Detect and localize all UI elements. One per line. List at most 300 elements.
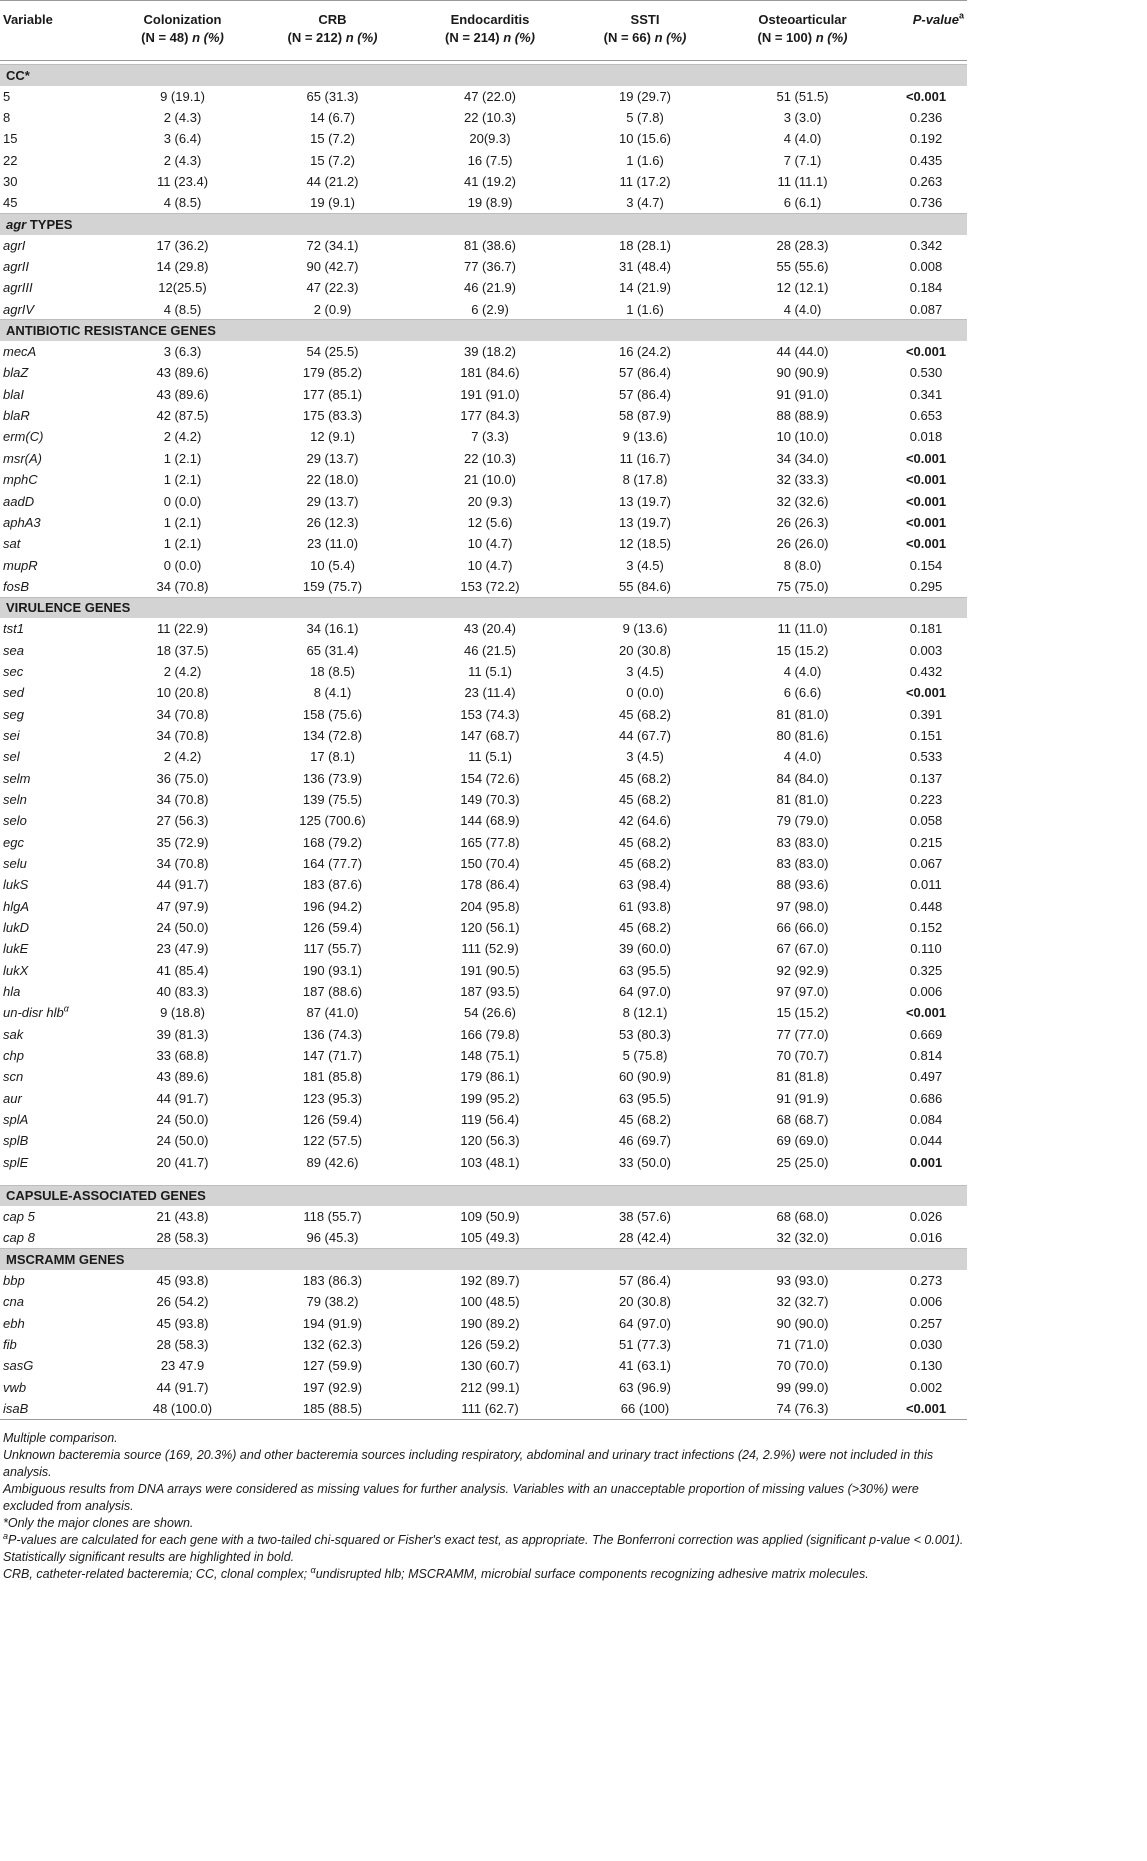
cell-pvalue: 0.669 <box>909 1026 943 1042</box>
table-row <box>0 1066 967 1087</box>
cell-ssti: 45 (68.2) <box>618 791 672 807</box>
cell-ssti: 58 (87.9) <box>618 408 672 424</box>
cell-pvalue: 0.006 <box>909 1294 943 1310</box>
cell-osteoarticular: 74 (76.3) <box>720 1398 885 1419</box>
table-row <box>0 1130 967 1151</box>
cell-endocarditis: 166 (79.8) <box>460 1026 520 1042</box>
row-variable-text: chp <box>3 1048 24 1064</box>
cell-colonization: 23 47.9 <box>160 1358 205 1374</box>
cell-pvalue: 0.273 <box>909 1272 943 1288</box>
row-variable-text: splB <box>3 1133 29 1149</box>
cell-pvalue: 0.341 <box>909 386 943 402</box>
cell-crb: 185 (88.5) <box>255 1398 410 1419</box>
row-variable-text: bbp <box>3 1272 25 1288</box>
cell-colonization: 44 (91.7) <box>156 1379 209 1395</box>
cell-crb: 47 (22.3) <box>306 280 359 296</box>
header-colonization <box>110 1 255 61</box>
cell-colonization: 12(25.5) <box>158 280 207 296</box>
cell-colonization: 2 (4.3) <box>163 152 202 168</box>
cell-endocarditis: 22 (10.3) <box>463 450 517 466</box>
section-title-text: CC* <box>6 67 30 83</box>
table-row <box>0 1376 967 1397</box>
cell-ssti: 66 (100) <box>570 1398 720 1419</box>
cell-ssti: 28 (42.4) <box>618 1230 672 1246</box>
row-variable-text: selu <box>3 856 27 872</box>
cell-crb: 123 (95.3) <box>302 1090 363 1106</box>
cell-ssti: 63 (98.4) <box>618 877 672 893</box>
cell-endocarditis: 22 (10.3) <box>463 110 517 126</box>
cell-colonization: 11 (23.4) <box>156 174 209 190</box>
table-row <box>0 341 967 362</box>
row-variable <box>0 810 110 831</box>
cell-endocarditis: 43 (20.4) <box>463 621 517 637</box>
cell-endocarditis: 41 (19.2) <box>463 174 517 190</box>
cell-colonization: 45 (93.8) <box>156 1272 209 1288</box>
cell-endocarditis: 10 (4.7) <box>467 536 513 552</box>
row-variable <box>0 150 110 171</box>
cell-pvalue: 0.152 <box>909 920 943 936</box>
cell-ssti: 57 (86.4) <box>618 386 672 402</box>
cell-pvalue: 0.215 <box>909 834 943 850</box>
row-variable <box>0 938 110 959</box>
cell-ssti: 64 (97.0) <box>618 984 672 1000</box>
cell-ssti: 61 (93.8) <box>618 898 672 914</box>
cell-crb: 194 (91.9) <box>302 1315 363 1331</box>
row-variable <box>0 426 110 447</box>
cell-crb: 44 (21.2) <box>306 174 359 190</box>
row-variable-text: sea <box>3 642 24 658</box>
cell-pvalue: 0.184 <box>909 280 943 296</box>
cell-crb: 158 (75.6) <box>302 706 363 722</box>
cell-endocarditis: 54 (26.6) <box>463 1005 517 1021</box>
table-row <box>0 426 967 447</box>
cell-colonization: 44 (91.7) <box>156 877 209 893</box>
header-crb-n: (N = 212) <box>287 30 343 45</box>
section-header <box>0 1185 967 1206</box>
footnote-pvalues <box>3 1532 965 1566</box>
header-variable: Variable <box>3 12 53 27</box>
table-row <box>0 746 967 767</box>
section-header <box>0 597 967 618</box>
cell-colonization: 0 (0.0) <box>163 493 202 509</box>
cell-pvalue: <0.001 <box>905 536 947 552</box>
header-ssti-n: (N = 66) <box>603 30 651 45</box>
cell-endocarditis: 46 (21.9) <box>463 280 517 296</box>
cell-pvalue: 0.533 <box>909 749 943 765</box>
row-variable-text: lukX <box>3 962 29 978</box>
cell-crb: 19 (9.1) <box>310 195 355 211</box>
cell-crb: 22 (18.0) <box>306 472 359 488</box>
cell-ssti: 8 (12.1) <box>622 1005 668 1021</box>
table-row <box>0 1152 967 1173</box>
cell-crb: 17 (8.1) <box>310 749 355 765</box>
cell-pvalue: 0.263 <box>909 174 943 190</box>
cell-osteoarticular: 70 (70.7) <box>776 1048 829 1064</box>
table-row <box>0 512 967 533</box>
row-variable-text: agrIV <box>3 301 35 317</box>
cell-ssti: 42 (64.6) <box>618 813 672 829</box>
table-row <box>0 490 967 511</box>
row-variable-text: lukD <box>3 920 30 936</box>
table-row <box>0 1291 967 1312</box>
cell-crb: 168 (79.2) <box>302 834 363 850</box>
row-variable-text: tst1 <box>3 621 24 637</box>
row-variable <box>0 107 110 128</box>
section-title-text: VIRULENCE GENES <box>6 600 131 616</box>
table-footnotes <box>3 1430 965 1583</box>
table-row <box>0 576 967 597</box>
cell-crb: 118 (55.7) <box>303 1209 362 1225</box>
cell-colonization: 2 (4.2) <box>163 663 202 679</box>
cell-endocarditis: 19 (8.9) <box>467 195 513 211</box>
cell-colonization: 17 (36.2) <box>156 237 209 253</box>
cell-pvalue: 0.058 <box>909 813 943 829</box>
table-row <box>0 299 967 320</box>
cell-colonization: 9 (19.1) <box>160 88 205 104</box>
section-title <box>0 65 967 86</box>
row-variable <box>0 981 110 1002</box>
cell-crb: 126 (59.4) <box>302 920 363 936</box>
cell-ssti: 45 (68.2) <box>618 920 672 936</box>
cell-endocarditis: 16 (7.5) <box>467 152 513 168</box>
cell-colonization: 1 (2.1) <box>163 450 202 466</box>
cell-ssti: 8 (17.8) <box>622 472 668 488</box>
row-variable <box>0 490 110 511</box>
cell-crb: 90 (42.7) <box>306 259 359 275</box>
cell-colonization: 34 (70.8) <box>156 791 209 807</box>
row-variable-text: aadD <box>3 493 35 509</box>
cell-ssti: 45 (68.2) <box>618 834 672 850</box>
table-row <box>0 1398 967 1419</box>
cell-crb: 89 (42.6) <box>306 1154 359 1170</box>
cell-endocarditis: 77 (36.7) <box>463 259 517 275</box>
row-variable <box>0 299 110 320</box>
cell-colonization: 39 (81.3) <box>156 1026 209 1042</box>
cell-crb: 12 (9.1) <box>310 429 355 445</box>
cell-osteoarticular: 8 (8.0) <box>783 557 822 573</box>
table-row <box>0 767 967 788</box>
cell-osteoarticular: 3 (3.0) <box>783 110 822 126</box>
cell-ssti: 1 (1.6) <box>626 152 664 168</box>
cell-pvalue: 0.814 <box>909 1048 943 1064</box>
table-row <box>0 853 967 874</box>
cell-colonization: 21 (43.8) <box>156 1209 209 1225</box>
row-variable <box>0 960 110 981</box>
cell-colonization: 24 (50.0) <box>156 920 209 936</box>
cell-colonization: 43 (89.6) <box>156 1069 209 1085</box>
row-variable-text: splE <box>3 1154 29 1170</box>
row-variable <box>0 1376 110 1397</box>
footnote-abbrev-b: undisrupted hlb; MSCRAMM, microbial surface components recognizing adhesive matrix molecules. <box>315 1567 869 1581</box>
table-row <box>0 150 967 171</box>
cell-crb: 187 (88.6) <box>302 984 363 1000</box>
cell-colonization: 4 (8.5) <box>163 301 202 317</box>
cell-osteoarticular: 93 (93.0) <box>776 1272 829 1288</box>
footnote-abbrev-a: CRB, catheter-related bacteremia; CC, clonal complex; <box>3 1567 311 1581</box>
table-row <box>0 832 967 853</box>
cell-pvalue: 0.130 <box>909 1358 943 1374</box>
cell-osteoarticular: 88 (93.6) <box>776 877 829 893</box>
row-variable-text: lukE <box>3 941 29 957</box>
cell-osteoarticular: 15 (15.2) <box>776 1005 829 1021</box>
cell-osteoarticular: 28 (28.3) <box>776 237 829 253</box>
cell-ssti: 45 (68.2) <box>618 856 672 872</box>
cell-pvalue: 0.002 <box>909 1379 943 1395</box>
cell-pvalue: 0.497 <box>909 1069 943 1085</box>
cell-pvalue: 0.151 <box>909 727 943 743</box>
row-variable-sup: α <box>63 1004 69 1015</box>
cell-colonization: 2 (4.3) <box>163 110 202 126</box>
cell-pvalue: 0.084 <box>909 1112 943 1128</box>
table-row <box>0 405 967 426</box>
cell-colonization: 44 (91.7) <box>156 1090 209 1106</box>
cell-colonization: 24 (50.0) <box>156 1112 209 1128</box>
row-variable <box>0 1045 110 1066</box>
cell-ssti: 55 (84.6) <box>618 578 672 594</box>
row-variable-text: seln <box>3 791 27 807</box>
table-row <box>0 938 967 959</box>
cell-endocarditis: 39 (18.2) <box>463 344 517 360</box>
table-row <box>0 171 967 192</box>
cell-colonization: 43 (89.6) <box>156 365 209 381</box>
cell-crb: 183 (87.6) <box>302 877 363 893</box>
table-row <box>0 661 967 682</box>
row-variable <box>0 896 110 917</box>
cell-colonization: 42 (87.5) <box>156 408 209 424</box>
cell-osteoarticular: 7 (7.1) <box>783 152 822 168</box>
cell-osteoarticular: 4 (4.0) <box>783 749 822 765</box>
row-variable <box>0 128 110 149</box>
table-row <box>0 1206 967 1227</box>
header-colonization-name: Colonization <box>143 12 222 27</box>
row-variable <box>0 874 110 895</box>
cell-osteoarticular: 55 (55.6) <box>776 259 829 275</box>
cell-pvalue: 0.223 <box>909 791 943 807</box>
cell-endocarditis: 120 (56.3) <box>460 1133 520 1149</box>
cell-endocarditis: 192 (89.7) <box>460 1272 520 1288</box>
cell-pvalue: <0.001 <box>905 450 947 466</box>
table-row <box>0 1109 967 1130</box>
cell-osteoarticular: 91 (91.9) <box>776 1090 829 1106</box>
cell-colonization: 1 (2.1) <box>163 536 202 552</box>
cell-endocarditis: 7 (3.3) <box>471 429 509 445</box>
cell-pvalue: 0.257 <box>909 1315 943 1331</box>
cell-colonization: 1 (2.1) <box>163 472 202 488</box>
cell-colonization: 34 (70.8) <box>156 727 209 743</box>
cell-colonization: 47 (97.9) <box>156 898 209 914</box>
cell-endocarditis: 21 (10.0) <box>463 472 517 488</box>
cell-osteoarticular: 90 (90.9) <box>776 365 829 381</box>
table-row <box>0 874 967 895</box>
cell-osteoarticular: 67 (67.0) <box>776 941 829 957</box>
row-variable <box>0 192 110 213</box>
cell-crb: 26 (12.3) <box>306 514 359 530</box>
cell-osteoarticular: 97 (97.0) <box>776 984 829 1000</box>
cell-pvalue: 0.018 <box>909 429 943 445</box>
row-variable-text: sasG <box>3 1358 34 1374</box>
cell-colonization: 35 (72.9) <box>156 834 209 850</box>
cell-endocarditis: 153 (74.3) <box>460 706 520 722</box>
row-variable <box>0 746 110 767</box>
cell-endocarditis: 147 (68.7) <box>460 727 520 743</box>
table-row <box>0 448 967 469</box>
section-title-text: TYPES <box>26 216 73 232</box>
cell-osteoarticular: 32 (32.0) <box>776 1230 829 1246</box>
cell-crb: 14 (6.7) <box>310 110 355 126</box>
row-variable <box>0 1227 110 1248</box>
cell-endocarditis: 178 (86.4) <box>460 877 520 893</box>
cell-endocarditis: 154 (72.6) <box>460 770 520 786</box>
cell-endocarditis: 120 (56.1) <box>460 920 520 936</box>
cell-colonization: 34 (70.8) <box>156 856 209 872</box>
cell-ssti: 1 (1.6) <box>626 301 664 317</box>
footnote-pvalues-text: P-values are calculated for each gene with a two-tailed chi-squared or Fisher's exact test, as appropriate. The Bonferroni correction was applied (significant p-value < 0.001). Statistically significant results are highlighted in bold. <box>3 1533 964 1564</box>
header-colonization-n: (N = 48) <box>141 30 189 45</box>
footnote-pvalues-sup: a <box>3 1530 9 1541</box>
row-variable <box>0 1152 110 1173</box>
cell-crb: 177 (85.1) <box>302 386 363 402</box>
table-row <box>0 1334 967 1355</box>
cell-endocarditis: 23 (11.4) <box>464 685 516 701</box>
cell-pvalue: <0.001 <box>905 685 947 701</box>
cell-endocarditis: 100 (48.5) <box>460 1294 520 1310</box>
row-variable <box>0 277 110 298</box>
row-variable-text: 8 <box>3 110 11 126</box>
cell-colonization: 10 (20.8) <box>156 685 209 701</box>
cell-endocarditis: 103 (48.1) <box>460 1154 520 1170</box>
cell-crb: 29 (13.7) <box>306 450 359 466</box>
cell-osteoarticular: 26 (26.0) <box>776 536 829 552</box>
cell-osteoarticular: 81 (81.8) <box>776 1069 829 1085</box>
cell-pvalue: 0.448 <box>909 898 943 914</box>
cell-ssti: 14 (21.9) <box>618 280 672 296</box>
cell-endocarditis: 130 (60.7) <box>460 1358 520 1374</box>
cell-colonization: 11 (22.9) <box>156 621 209 637</box>
row-variable <box>0 1312 110 1333</box>
cell-endocarditis: 187 (93.5) <box>460 984 520 1000</box>
cell-osteoarticular: 71 (71.0) <box>776 1336 829 1352</box>
cell-ssti: 3 (4.5) <box>626 663 664 679</box>
row-variable <box>0 341 110 362</box>
table-row <box>0 86 967 107</box>
cell-osteoarticular: 26 (26.3) <box>776 514 829 530</box>
cell-pvalue: <0.001 <box>905 472 947 488</box>
cell-endocarditis: 46 (21.5) <box>463 642 517 658</box>
cell-ssti: 57 (86.4) <box>618 1272 672 1288</box>
cell-crb: 10 (5.4) <box>310 557 355 573</box>
cell-endocarditis: 148 (75.1) <box>460 1048 520 1064</box>
cell-crb: 34 (16.1) <box>306 621 359 637</box>
table-row <box>0 810 967 831</box>
footnote-major-clones: *Only the major clones are shown. <box>3 1516 194 1530</box>
cell-colonization: 20 (41.7) <box>156 1154 209 1170</box>
row-variable-text: blaZ <box>3 365 29 381</box>
row-variable-text: hlgA <box>3 898 30 914</box>
cell-osteoarticular: 6 (6.1) <box>783 195 822 211</box>
row-variable-text: aur <box>3 1090 22 1106</box>
cell-ssti: 19 (29.7) <box>618 88 672 104</box>
header-osteoarticular <box>720 1 885 61</box>
cell-ssti: 13 (19.7) <box>618 514 672 530</box>
cell-ssti: 39 (60.0) <box>618 941 672 957</box>
table-row <box>0 1002 967 1023</box>
cell-colonization: 2 (4.2) <box>163 429 202 445</box>
cell-colonization: 14 (29.8) <box>156 259 209 275</box>
cell-osteoarticular: 92 (92.9) <box>776 962 829 978</box>
cell-ssti: 0 (0.0) <box>626 685 664 701</box>
cell-crb: 139 (75.5) <box>302 791 363 807</box>
cell-crb: 136 (73.9) <box>302 770 363 786</box>
cell-osteoarticular: 44 (44.0) <box>776 344 829 360</box>
table-row <box>0 1312 967 1333</box>
cell-endocarditis: 204 (95.8) <box>460 898 520 914</box>
table-row <box>0 256 967 277</box>
row-variable <box>0 1355 110 1376</box>
cell-pvalue: 0.432 <box>909 663 943 679</box>
table-row <box>0 725 967 746</box>
table-body <box>0 65 967 1420</box>
cell-osteoarticular: 88 (88.9) <box>776 408 829 424</box>
cell-crb: 159 (75.7) <box>302 578 363 594</box>
cell-endocarditis: 119 (56.4) <box>460 1112 520 1128</box>
cell-pvalue: 0.686 <box>909 1090 943 1106</box>
table-row <box>0 618 967 639</box>
row-variable-text: seg <box>3 706 24 722</box>
cell-crb: 117 (55.7) <box>303 941 362 957</box>
cell-osteoarticular: 99 (99.0) <box>776 1379 829 1395</box>
section-title <box>0 214 967 235</box>
table-row <box>0 128 967 149</box>
row-variable-text: aphA3 <box>3 514 41 530</box>
cell-osteoarticular: 51 (51.5) <box>776 88 829 104</box>
cell-ssti: 41 (63.1) <box>618 1358 672 1374</box>
table-header <box>0 1 967 65</box>
cell-pvalue: 0.653 <box>909 408 943 424</box>
row-variable <box>0 618 110 639</box>
cell-ssti: 11 (17.2) <box>619 174 671 190</box>
cell-crb: 126 (59.4) <box>302 1112 363 1128</box>
cell-pvalue: 0.016 <box>909 1230 943 1246</box>
cell-crb: 54 (25.5) <box>306 344 359 360</box>
row-variable-text: selo <box>3 813 27 829</box>
cell-ssti: 9 (13.6) <box>622 621 668 637</box>
cell-osteoarticular: 66 (66.0) <box>776 920 829 936</box>
cell-ssti: 45 (68.2) <box>618 1112 672 1128</box>
cell-endocarditis: 144 (68.9) <box>460 813 520 829</box>
cell-osteoarticular: 97 (98.0) <box>776 898 829 914</box>
cell-ssti: 10 (15.6) <box>618 131 672 147</box>
cell-ssti: 18 (28.1) <box>618 237 672 253</box>
row-variable-text: selm <box>3 770 31 786</box>
cell-colonization: 34 (70.8) <box>156 578 209 594</box>
table-row <box>0 1088 967 1109</box>
row-variable <box>0 1291 110 1312</box>
cell-osteoarticular: 68 (68.0) <box>776 1209 829 1225</box>
row-variable-text: hla <box>3 984 21 1000</box>
cell-endocarditis: 20(9.3) <box>469 131 511 147</box>
cell-endocarditis: 165 (77.8) <box>460 834 520 850</box>
cell-crb: 2 (0.9) <box>313 301 352 317</box>
table-row <box>0 192 967 213</box>
cell-colonization: 26 (54.2) <box>156 1294 209 1310</box>
cell-colonization: 18 (37.5) <box>156 642 209 658</box>
cell-crb: 179 (85.2) <box>302 365 363 381</box>
row-variable <box>0 1066 110 1087</box>
cell-crb: 190 (93.1) <box>302 962 363 978</box>
cell-ssti: 9 (13.6) <box>622 429 668 445</box>
cell-colonization: 33 (68.8) <box>156 1048 209 1064</box>
row-variable-text: cap 8 <box>3 1230 35 1246</box>
